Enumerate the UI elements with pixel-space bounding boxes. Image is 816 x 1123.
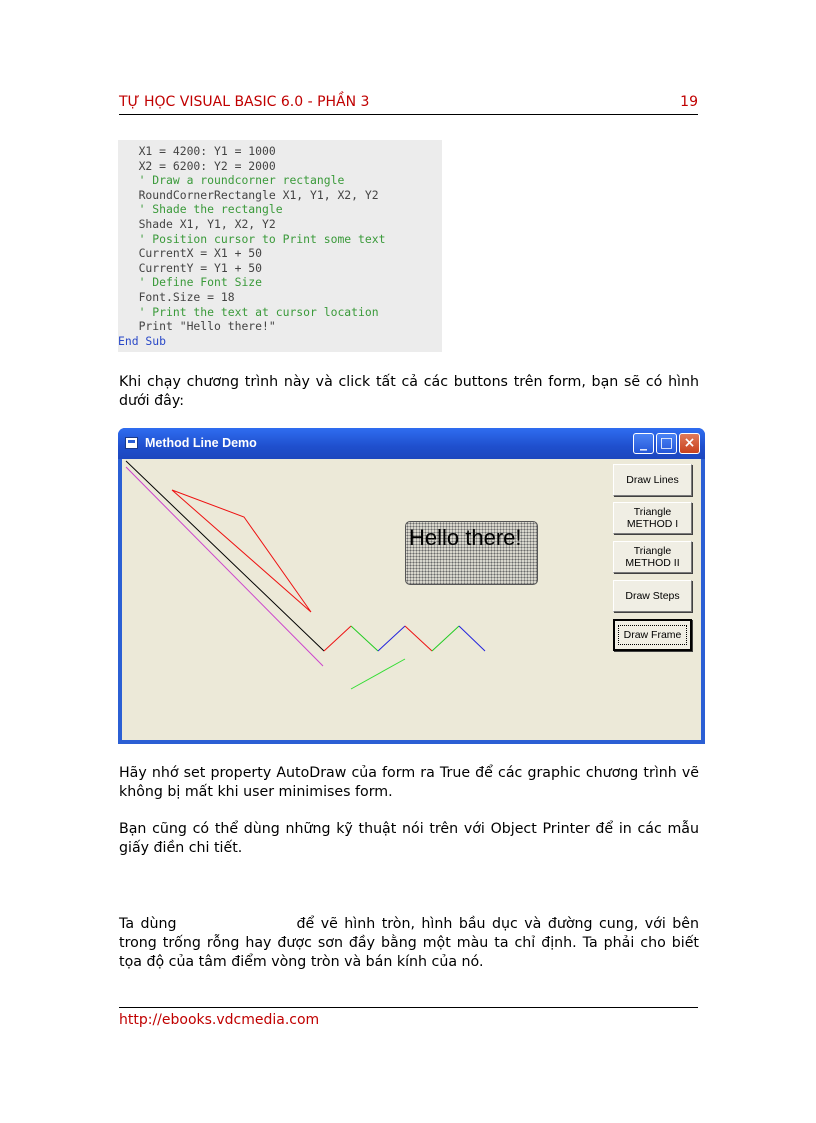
step-red-2 bbox=[405, 626, 432, 651]
paragraph-intro: Khi chạy chương trình này và click tất cả các buttons trên form, bạn sẽ có hình dưới đây: bbox=[119, 374, 699, 409]
step-red-1 bbox=[324, 626, 351, 651]
code-line: X2 = 6200: Y2 = 2000 bbox=[118, 158, 276, 173]
form-client-area bbox=[122, 459, 701, 740]
code-line: RoundCornerRectangle X1, Y1, X2, Y2 bbox=[118, 187, 379, 202]
draw-frame-button[interactable] bbox=[613, 619, 692, 651]
code-line: X1 = 4200: Y1 = 1000 bbox=[118, 144, 276, 158]
code-comment: ' Define Font Size bbox=[118, 275, 263, 290]
red-triangle bbox=[172, 490, 311, 612]
step-blue-1 bbox=[378, 626, 405, 651]
paragraph-autodraw: Hãy nhớ set property AutoDraw của form ra True để các graphic chương trình vẽ không bị mất khi user minimises form. bbox=[119, 765, 699, 800]
code-block bbox=[118, 140, 442, 352]
footer-divider bbox=[119, 1007, 698, 1008]
code-keyword-line: End Sub bbox=[118, 333, 167, 348]
window-titlebar[interactable] bbox=[118, 428, 705, 459]
draw-lines-button[interactable]: Draw Lines bbox=[613, 464, 692, 496]
green-line bbox=[351, 659, 405, 689]
minimize-button[interactable]: _ bbox=[633, 433, 654, 454]
code-line: CurrentX = X1 + 50 bbox=[118, 246, 263, 261]
triangle-method-1-button[interactable]: Triangle METHOD I bbox=[613, 502, 692, 534]
header-title: TỰ HỌC VISUAL BASIC 6.0 - PHẦN 3 bbox=[119, 94, 370, 110]
close-button[interactable]: × bbox=[679, 433, 700, 454]
code-line: Shade X1, Y1, X2, Y2 bbox=[118, 216, 276, 231]
code-comment: ' Position cursor to Print some text bbox=[118, 231, 386, 246]
step-green-2 bbox=[432, 626, 459, 651]
code-line: Font.Size = 18 bbox=[118, 289, 235, 304]
code-comment: ' Print the text at cursor location bbox=[118, 304, 379, 319]
form-window bbox=[118, 428, 705, 744]
page-header bbox=[119, 94, 698, 115]
page-number: 19 bbox=[680, 94, 698, 110]
step-blue-2 bbox=[459, 626, 485, 651]
step-green-1 bbox=[351, 626, 378, 651]
hello-text: Hello there! bbox=[409, 525, 522, 550]
shaded-rectangle bbox=[405, 521, 538, 585]
maximize-button[interactable]: □ bbox=[656, 433, 677, 454]
app-icon bbox=[125, 437, 138, 449]
paragraph-circle-rest: để vẽ hình tròn, hình bầu dục và đường cung, với bên trong trống rỗng hay được sơn đầy bằng một màu ta chỉ định. Ta phải cho biết tọa độ của tâm điểm vòng tròn và bán kính của nó. bbox=[119, 916, 699, 970]
window-title: Method Line Demo bbox=[145, 436, 257, 450]
code-comment: ' Draw a roundcorner rectangle bbox=[118, 173, 345, 188]
triangle-method-2-button[interactable]: Triangle METHOD II bbox=[613, 541, 692, 573]
footer-link[interactable]: http://ebooks.vdcmedia.com bbox=[119, 1012, 320, 1028]
magenta-line bbox=[126, 467, 323, 666]
code-line: CurrentY = Y1 + 50 bbox=[118, 260, 263, 275]
code-comment: ' Shade the rectangle bbox=[118, 202, 283, 217]
draw-steps-button[interactable]: Draw Steps bbox=[613, 580, 692, 612]
paragraph-circle bbox=[119, 915, 699, 972]
paragraph-circle-start: Ta dùng bbox=[119, 916, 177, 932]
draw-frame-label: Draw Frame bbox=[618, 625, 688, 645]
paragraph-printer: Bạn cũng có thể dùng những kỹ thuật nói trên với Object Printer để in các mẫu giấy điền chi tiết. bbox=[119, 821, 699, 856]
code-line: Print "Hello there!" bbox=[118, 319, 276, 334]
black-line bbox=[126, 461, 324, 651]
